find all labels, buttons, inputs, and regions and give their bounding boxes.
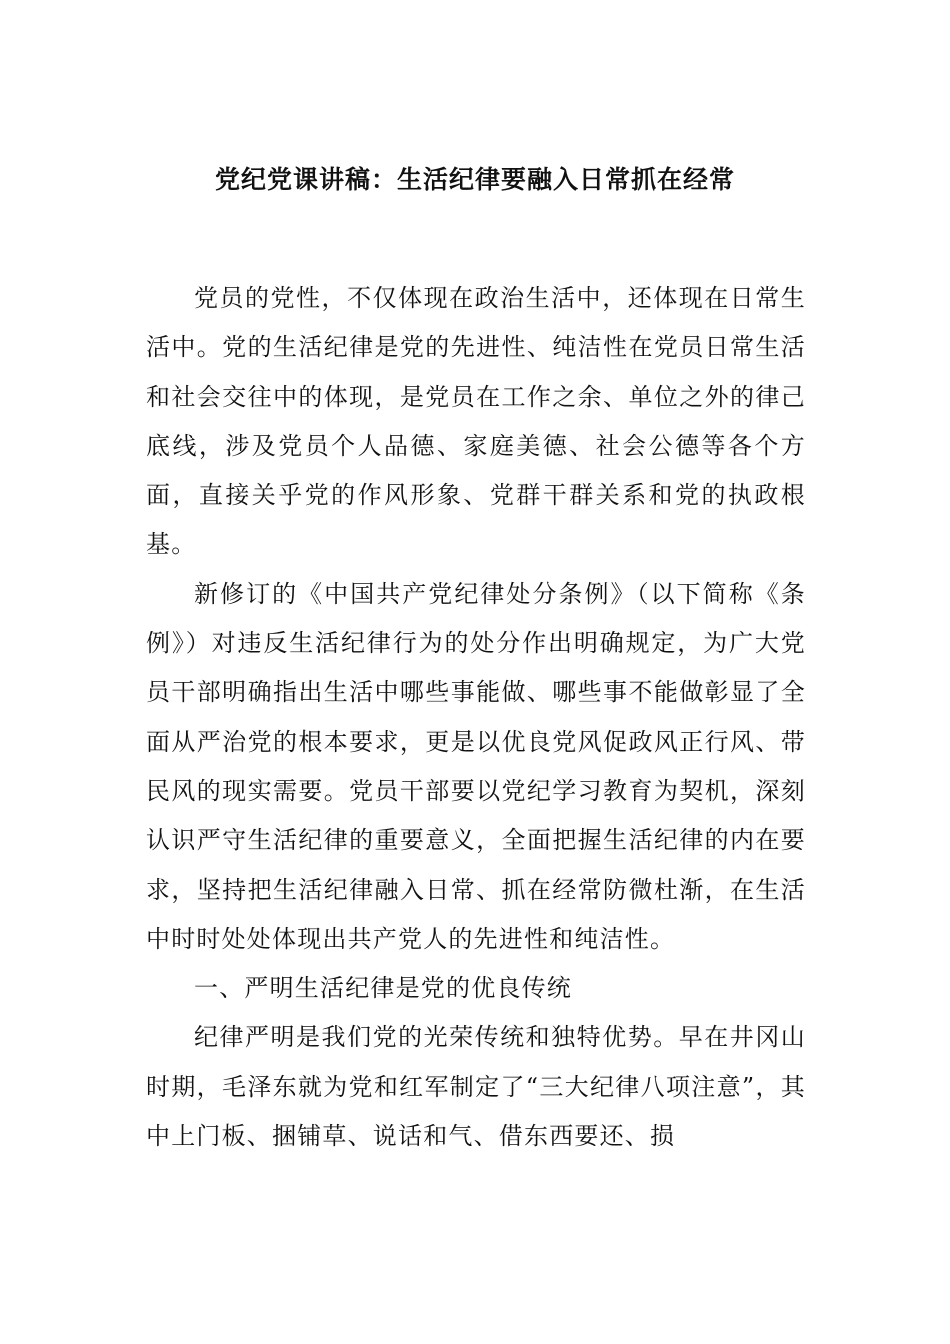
section-heading-1: 一、严明生活纪律是党的优良传统	[194, 974, 572, 1003]
document-body	[146, 274, 806, 1161]
paragraph-intro: 党员的党性，不仅体现在政治生活中，还体现在日常生活中。党的生活纪律是党的先进性、纯洁性在党员日常生活和社会交往中的体现，是党员在工作之余、单位之外的律己底线，涉及党员个人品德、家庭美德、社会公德等各个方面，直接关乎党的作风形象、党群干群关系和党的执政根基。	[146, 284, 806, 559]
paragraph-tradition: 纪律严明是我们党的光荣传统和独特优势。早在井冈山时期，毛泽东就为党和红军制定了“三大纪律八项注意”，其中上门板、捆铺草、说话和气、借东西要还、损	[146, 1023, 806, 1151]
paragraph-regulation: 新修订的《中国共产党纪律处分条例》（以下简称《条例》）对违反生活纪律行为的处分作出明确规定，为广大党员干部明确指出生活中哪些事能做、哪些事不能做彰显了全面从严治党的根本要求，更是以优良党风促政风正行风、带民风的现实需要。党员干部要以党纪学习教育为契机，深刻认识严守生活纪律的重要意义，全面把握生活纪律的内在要求，坚持把生活纪律融入日常、抓在经常防微杜渐，在生活中时时处处体现出共产党人的先进性和纯洁性。	[146, 579, 806, 953]
document-title: 党纪党课讲稿：生活纪律要融入日常抓在经常	[214, 165, 735, 194]
